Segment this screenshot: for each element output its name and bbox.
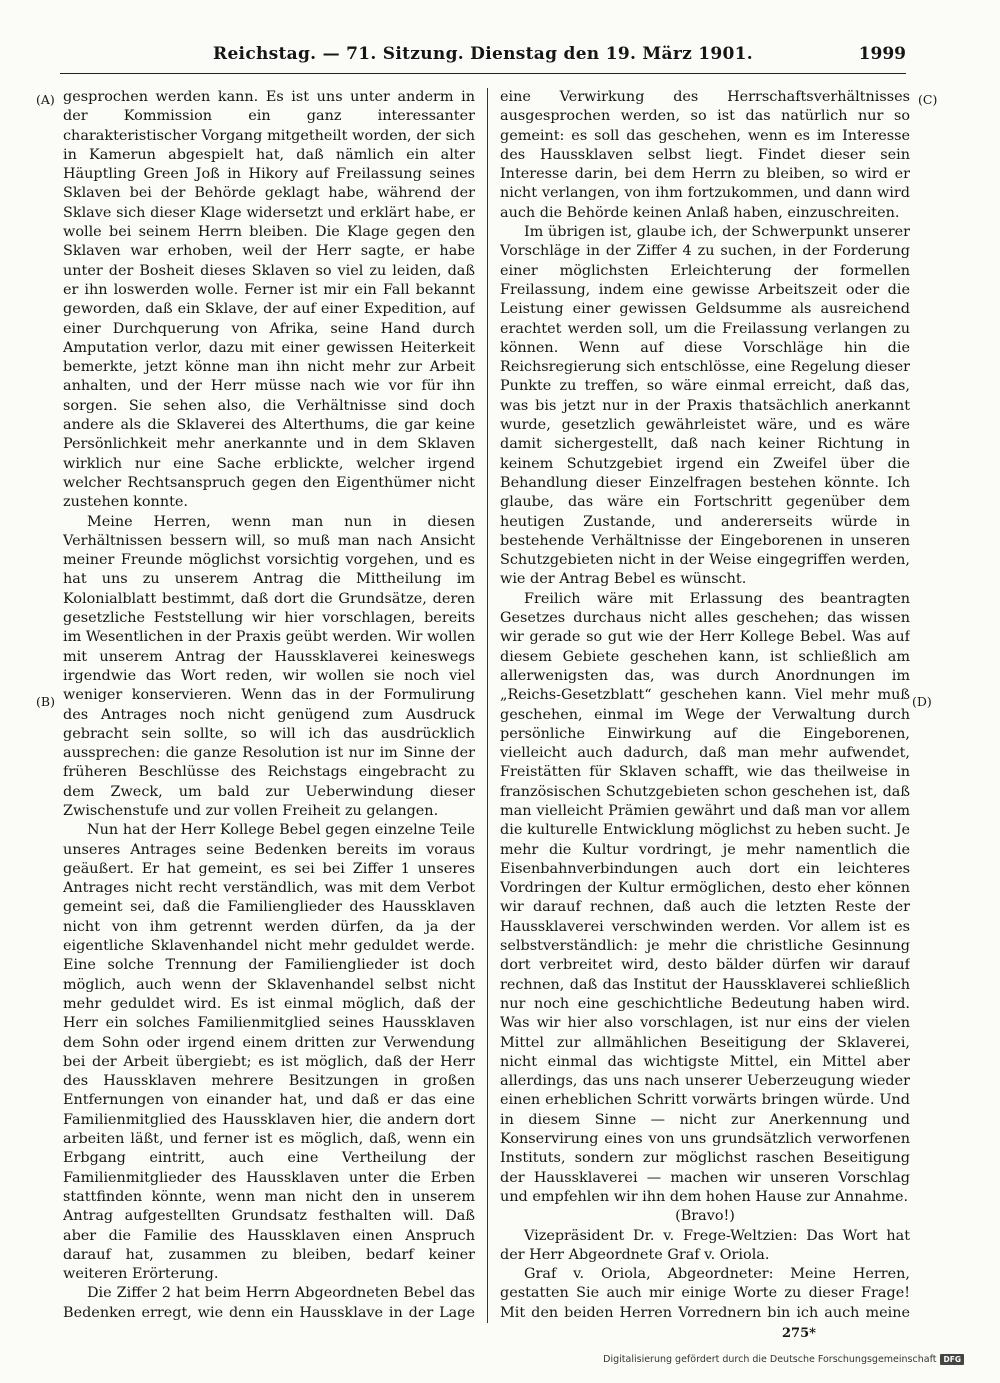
applause-note: (Bravo!) [675, 1208, 735, 1225]
dfg-logo-icon: DFG [940, 1354, 964, 1365]
paragraph: Nun hat der Herr Kollege Bebel gegen einzelne Teile unseres Antrages seine Bedenken bereits im voraus geäußert. Er hat gemeint, es sei bei Ziffer 1 unseres Antrages nicht recht verständlich, was mit dem Verbot gemeint sei, daß die Familienglieder des Haussklaven nicht von ihm getrennt werden dürfen, da ja der eigentliche Sklavenhandel nicht mehr geduldet werde. Eine solche Trennung der Familienglieder ist doch möglich, auch wenn der Sklavenhandel selbst nicht mehr geduldet wird. Es ist einmal möglich, daß der Herr ein solches Familienmitglied seines Haussklaven dem Sohn oder irgend einem dritten zur Verwendung bei der Arbeit übergiebt; es ist möglich, daß der Herr des Haussklaven mehrere Besitzungen in großen Entfernungen von einander hat, und daß er das eine Familienmitglied des Haussklaven hier, die andern dort arbeiten läßt, und ferner ist es möglich, daß, wenn ein Erbgang eintritt, auch eine Vertheilung der Familienmitglieder des Haussklaven unter die Erben stattfinden könnte, wenn man nicht den in unserem Antrag aufgestellten Grundsatz festhalten will. Daß aber die Familie des Haussklaven einen Anspruch darauf hat, zusammen zu bleiben, bedarf keiner weiteren Erörterung. [63, 822, 475, 1283]
header-rule [60, 73, 906, 74]
page-header [60, 44, 906, 70]
credit-text: Digitalisierung gefördert durch die Deutsche Forschungsgemeinschaft [603, 1354, 937, 1365]
page-number: 1999 [858, 44, 906, 64]
speaker-paragraph: Graf v. Oriola, Abgeordneter: Meine Herren, gestatten Sie auch mir einige Worte zu dieser Frage! Mit den beiden Herren Vorrednern bin ich auch meine [500, 1266, 910, 1321]
margin-marker-b: (B) [36, 694, 55, 709]
sheet-signature: 275* [782, 1326, 816, 1341]
margin-marker-d: (D) [912, 694, 932, 709]
paragraph: gesprochen werden kann. Es ist uns unter anderm in der Kommission ein ganz interessanter charakteristischer Vorgang mitgetheilt worden, der sich in Kamerun abgespielt hat, daß nämlich ein alter Häuptling Green Joß in Hikory auf Freilassung seines Sklaven bei der Behörde geklagt habe, während der Sklave sich dieser Klage widersetzt und erklärt habe, er wolle bei seinem Herrn bleiben. Die Klage gegen den Sklaven war erhoben, weil der Herr sagte, er habe unter der Bosheit dieses Sklaven so viel zu leiden, daß er ihn loswerden wolle. Ferner ist mir ein Fall bekannt geworden, daß ein Sklave, der auf einer Expedition, auf einer Durchquerung von Afrika, seine Hand durch Amputation verlor, dazu mit einer gewissen Heiterkeit bemerkte, jetzt könne man ihn nicht mehr zur Arbeit anhalten, und der Herr müsse nach wie vor für ihn sorgen. Sie sehen also, die Verhältnisse sind doch andere als die Sklaverei des Alterthums, die gar keine Persönlichkeit mehr anerkannte und in dem Sklaven wirklich nur eine Sache erblickte, welcher irgend welcher Rechtsanspruch gegen den Eigenthümer nicht zustehen konnte. [63, 89, 475, 511]
speaker-paragraph: Vizepräsident Dr. v. Frege-Weltzien: Das Wort hat der Herr Abgeordnete Graf v. Oriola. [500, 1227, 910, 1263]
paragraph: Meine Herren, wenn man nun in diesen Verhältnissen bessern will, so muß man nach Ansicht meiner Freunde möglichst vorsichtig vorgehen, und es hat uns zu unserem Antrag die Mittheilung im Kolonialblatt bestimmt, daß dort die Grundsätze, deren gesetzliche Feststellung wir hier vorschlagen, bereits im Wesentlichen in der Praxis geübt werden. Wir wollen mit unserem Antrag der Haussklaverei keineswegs irgendwie das Wort reden, wir wollen sie noch viel weniger konservieren. Wenn das in der Formulirung des Antrages noch nicht genügend zum Ausdruck gebracht sein sollte, so will ich das ausdrücklich aussprechen: die ganze Resolution ist nur im Sinne der früheren Beschlüsse des Reichstags eingebracht zu dem Zweck, um bald zur Ueberwindung dieser Zwischenstufe und zur vollen Freiheit zu gelangen. [63, 513, 475, 819]
column-divider [487, 88, 488, 1323]
left-column [63, 88, 475, 1323]
margin-marker-a: (A) [36, 92, 55, 107]
paragraph: Im übrigen ist, glaube ich, der Schwerpunkt unserer Vorschläge in der Ziffer 4 zu suchen, in der Forderung einer möglichsten Erleichterung der formellen Freilassung, indem eine gewisse Arbeitszeit oder die Leistung einer gewissen Geldsumme als ausreichend erachtet werden soll, um die Freilassung verlangen zu können. Wenn auf diese Vorschläge hin die Reichsregierung sich entschlösse, eine Regelung dieser Punkte zu treffen, so wäre einmal erreicht, daß das, was bis jetzt nur in der Praxis thatsächlich anerkannt wurde, gesetzlich gewährleistet wäre, und es wäre damit sichergestellt, daß nach keiner Richtung in keinem Schutzgebiet irgend ein Zweifel über die Behandlung dieser Einzelfragen bestehen könnte. Ich glaube, das wäre ein Fortschritt gegenüber dem heutigen Zustande, und andererseits würde in bestehende Verhältnisse der Eingeborenen in unseren Schutzgebieten nicht in der Weise eingegriffen werden, wie der Antrag Bebel es wünscht. [500, 224, 910, 588]
running-title: Reichstag. — 71. Sitzung. Dienstag den 19. März 1901. [213, 44, 753, 64]
paragraph: eine Verwirkung des Herrschaftsverhältnisses ausgesprochen werden, so ist das natürlich nur so gemeint: es soll das geschehen, wenn es im Interesse des Haussklaven selbst liegt. Findet dieser sein Interesse darin, bei dem Herrn zu bleiben, so wird er nicht verlangen, von ihm fortzukommen, und dann wird auch die Behörde keinen Anlaß haben, einzuschreiten. [500, 89, 910, 221]
margin-marker-c: (C) [918, 92, 938, 107]
paragraph: Freilich wäre mit Erlassung des beantragten Gesetzes durchaus nicht alles geschehen; das wissen wir gerade so gut wie der Herr Kollege Bebel. Was auf diesem Gebiete geschehen kann, ist schließlich am allerwenigsten das, was durch Anordnungen im „Reichs-Gesetzblatt“ geschehen kann. Viel mehr muß geschehen, einmal im Wege der Verwaltung durch persönliche Einwirkung auf die Eingeborenen, vielleicht auch dadurch, daß man mehr aufwendet, Freistätten für Sklaven schafft, wie das theilweise in französischen Schutzgebieten schon geschehen ist, daß man vielleicht Prämien gewährt und daß man vor allem die kulturelle Entwicklung möglichst zu heben sucht. Je mehr die Kultur vordringt, je mehr namentlich die Eisenbahnverbindungen auch dort ein leichteres Vordringen der Kultur ermöglichen, desto eher können wir darauf rechnen, daß auch die letzten Reste der Haussklaverei verschwinden werden. Vor allem ist es selbstverständlich: je mehr die christliche Gesinnung dort verbreitet wird, desto bälder dürfen wir darauf rechnen, daß das Institut der Haussklaverei schließlich nur noch eine geschichtliche Bedeutung haben wird. Was wir hier also vorschlagen, ist nur eins der vielen Mittel zur allmählichen Beseitigung der Sklaverei, nicht einmal das wichtigste Mittel, ein Mittel aber allerdings, das uns nach unserer Ueberzeugung wieder einen erheblichen Schritt vorwärts bringen würde. Und in diesem Sinne — nicht zur Anerkennung und Konservirung eines von uns grundsätzlich verworfenen Instituts, sondern zur möglichst raschen Beseitigung der Haussklaverei — machen wir unseren Vorschlag und empfehlen wir ihn dem hohen Hause zur Annahme. [500, 590, 910, 1205]
digitization-credit [603, 1354, 964, 1365]
right-column [500, 88, 910, 1323]
paragraph: Die Ziffer 2 hat beim Herrn Abgeordneten Bebel das Bedenken erregt, wie denn ein Haussklave in der Lage [63, 1285, 475, 1321]
